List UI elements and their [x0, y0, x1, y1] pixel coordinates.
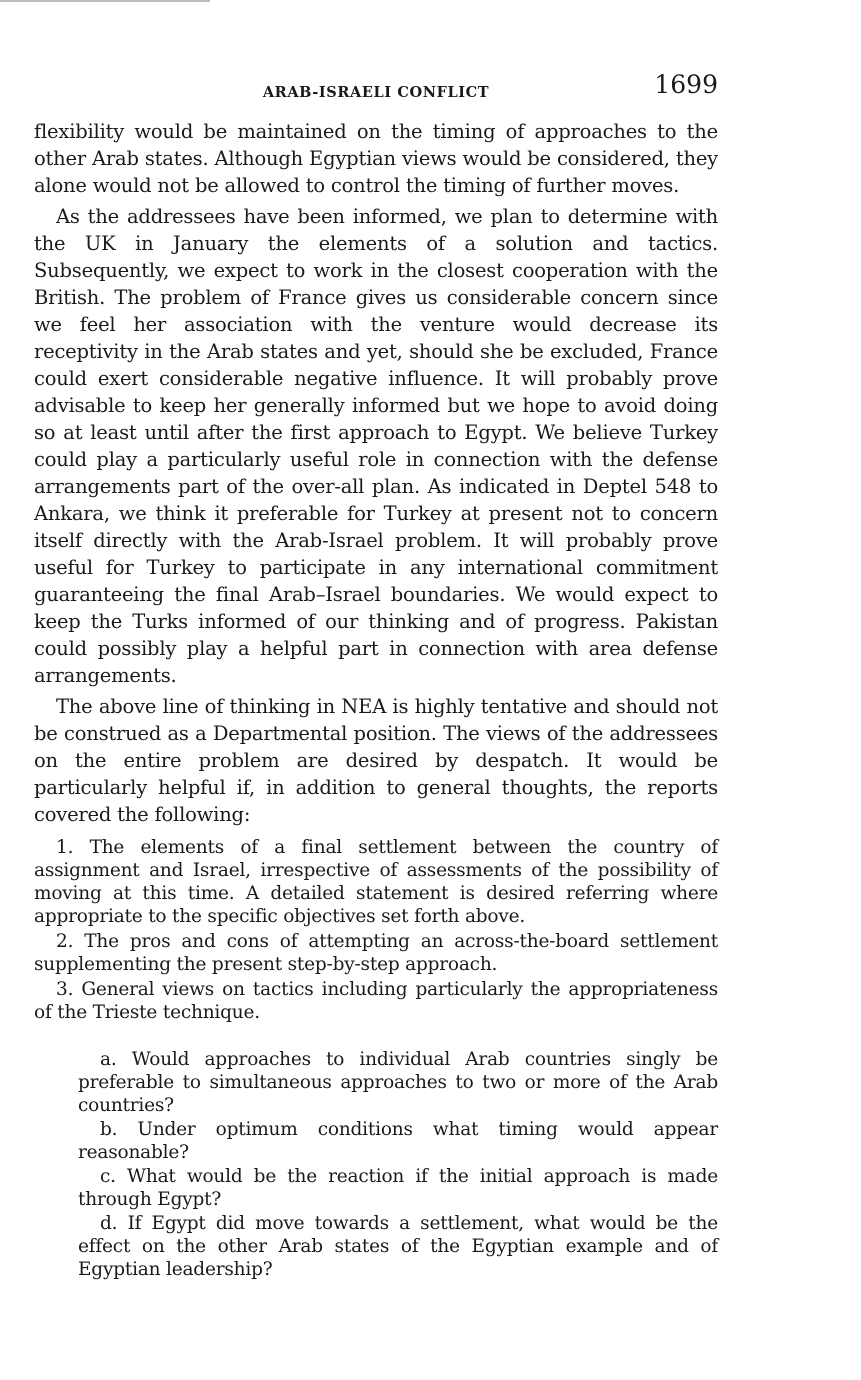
list-item: d. If Egypt did move towards a settlement, what would be the effect on the other Arab states of the Egyptian example and of Egyptian leadership? [78, 1213, 718, 1280]
sub-question-list [78, 1048, 718, 1281]
running-header [0, 72, 861, 102]
paragraph-continuation: flexibility would be maintained on the timing of approaches to the other Arab states. Although Egyptian views would be considered, they alone would not be allowed to control the timing of further moves. [34, 120, 718, 197]
list-item: b. Under optimum conditions what timing would appear reasonable? [78, 1119, 718, 1163]
top-edge-rule [0, 0, 210, 2]
list-item: 3. General views on tactics including particularly the appropriateness of the Trieste technique. [34, 979, 718, 1023]
list-item: 1. The elements of a final settlement between the country of assignment and Israel, irrespective of assessments of the possibility of moving at this time. A detailed statement is desired referring where appropriate to the specific objectives set forth above. [34, 837, 718, 927]
list-item: c. What would be the reaction if the initial approach is made through Egypt? [78, 1166, 718, 1210]
list-item: 2. The pros and cons of attempting an across-the-board settlement supplementing the present step-by-step approach. [34, 931, 718, 975]
running-title: ARAB-ISRAELI CONFLICT [262, 84, 490, 101]
numbered-list [34, 836, 718, 1024]
page-number: 1699 [654, 70, 718, 99]
document-body [34, 118, 718, 1282]
list-item: a. Would approaches to individual Arab countries singly be preferable to simultaneous approaches to two or more of the Arab countries? [78, 1049, 718, 1116]
paragraph-nea-thinking: The above line of thinking in NEA is highly tentative and should not be construed as a Departmental position. The views of the addressees on the entire problem are desired by despatch. It would be particularly helpful if, in addition to general thoughts, the reports covered the following: [34, 695, 718, 826]
paragraph-uk-cooperation: As the addressees have been informed, we plan to determine with the UK in January the elements of a solution and tactics. Subsequently, we expect to work in the closest cooperation with the British. The problem of France gives us considerable concern since we feel her association with the venture would decrease its receptivity in the Arab states and yet, should she be excluded, France could exert considerable negative influence. It will probably prove advisable to keep her generally informed but we hope to avoid doing so at least until after the first approach to Egypt. We believe Turkey could play a particularly useful role in connection with the defense arrangements part of the over-all plan. As indicated in Deptel 548 to Ankara, we think it preferable for Turkey at present not to concern itself directly with the Arab-Israel problem. It will probably prove useful for Turkey to participate in any international commitment guaranteeing the final Arab–Israel boundaries. We would expect to keep the Turks informed of our thinking and of progress. Pakistan could possibly play a helpful part in connection with area defense arrangements. [34, 205, 718, 687]
